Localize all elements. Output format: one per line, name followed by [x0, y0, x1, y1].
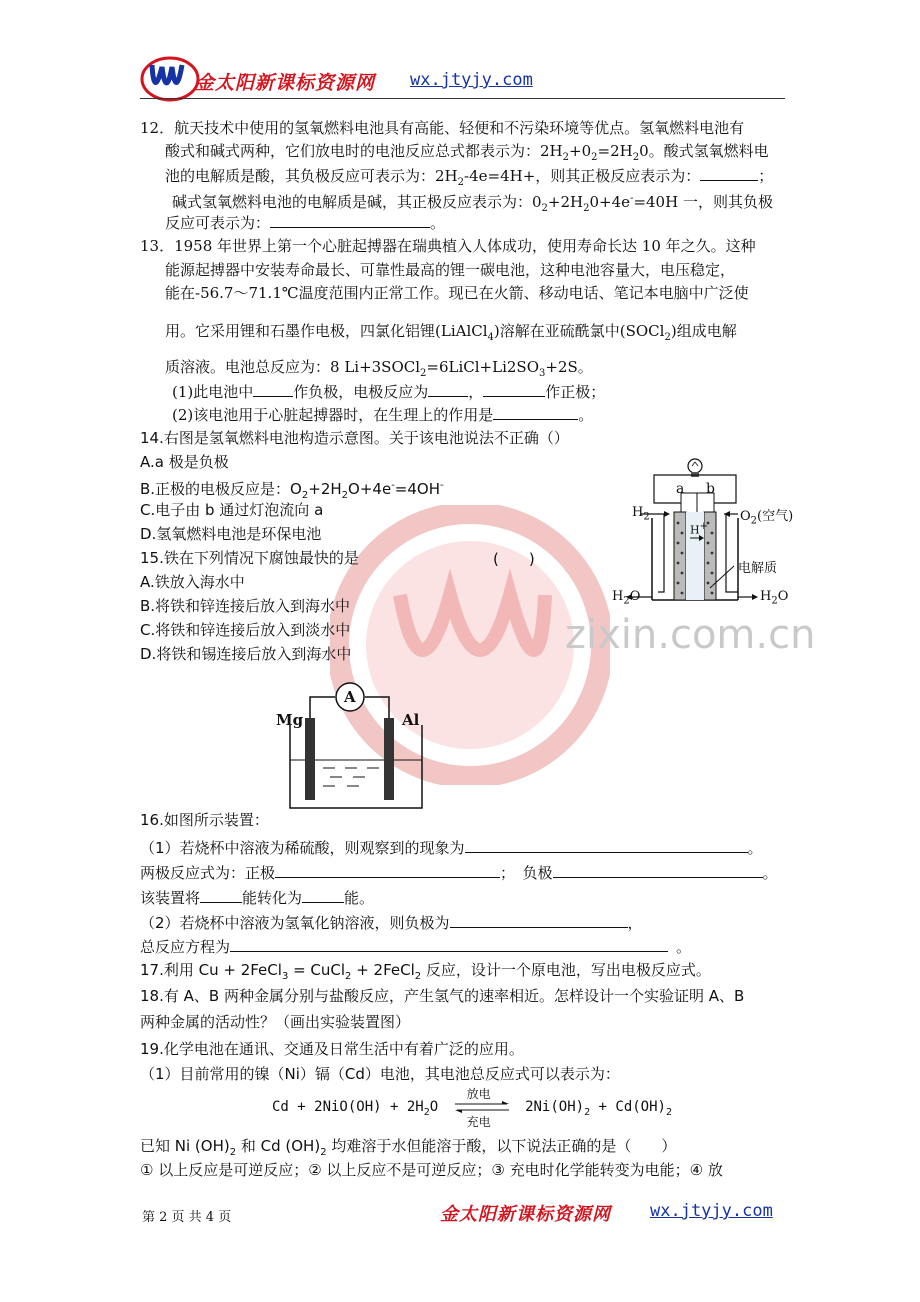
answer-blank[interactable]	[428, 381, 468, 397]
q19-known: 已知 Ni $(OH)_2$ 和 Cd $(OH)_2$ 均难溶于水但能溶于酸，以下说法正确的是（ ）	[140, 1137, 677, 1158]
answer-blank[interactable]	[275, 862, 500, 878]
q12-line-2: 酸式和碱式两种，它们放电时的电池反应总式都表示为：$2H_2+0_2=2H_20$。酸式氢氧燃料电	[165, 142, 769, 163]
h2o-left-label: $H_2O$	[612, 589, 641, 607]
q17-stem: 17.利用 Cu + 2FeCl$_3$ = CuCl$_2$ + 2FeCl$_2$ 反应，设计一个原电池，写出电极反应式。	[140, 961, 711, 982]
q13-line-5: 质溶液。电池总反应为：8 $Li+3SOCl_2=6LiCl+Li2SO_3+2S$。	[165, 358, 593, 379]
answer-blank[interactable]	[270, 212, 430, 228]
footer-url[interactable]: wx.jtyjy.com	[650, 1201, 773, 1221]
discharge-label: 放电	[466, 1087, 491, 1101]
q13-line-4: 用。它采用锂和石墨作电极，四氯化铝锂(LiAlCl$_4$)溶解在亚硫酰氯中(SOCl$_2$)组成电解	[165, 322, 737, 343]
q16-total: 总反应方程为 。	[140, 938, 692, 956]
electrode-a-label: a	[676, 481, 685, 497]
watermark-text: zixin.com.cn	[565, 612, 816, 658]
q12-line-4: 碱式氢氧燃料电池的电解质是碱，其正极反应表示为：$0_2+2H_20+4e^-=40H$ 一，则其负极	[172, 193, 773, 214]
footer-brand: 金太阳新课标资源网	[440, 1204, 611, 1225]
q14-option-b: B.正极的电极反应是：$O_2+2H_2O+4e^-=4OH^-$	[140, 480, 444, 501]
q14-option-c: C.电子由 b 通过灯泡流向 a	[140, 501, 324, 519]
answer-blank[interactable]	[230, 936, 668, 952]
h2o-right-label: $H_2O$	[760, 589, 789, 607]
q13-line-7: (2)该电池用于心脏起搏器时，在生理上的作用是 。	[172, 406, 594, 424]
q15-answer-paren[interactable]: ( )	[493, 550, 535, 568]
q16-electrodes: 两极反应式为：正极 ； 负极 。	[140, 864, 778, 882]
bulb-icon	[688, 459, 702, 473]
q16-stem: 16.如图所示装置：	[140, 811, 269, 829]
answer-blank[interactable]	[700, 165, 758, 181]
answer-blank[interactable]	[483, 381, 545, 397]
ammeter-label: A	[344, 688, 356, 706]
q15-option-d: D.将铁和锡连接后放入到海水中	[140, 645, 352, 663]
q16-energy: 该装置将 能转化为 能。	[140, 889, 375, 907]
answer-blank[interactable]	[200, 887, 242, 903]
answer-blank[interactable]	[465, 837, 748, 853]
q15-option-a: A.铁放入海水中	[140, 573, 245, 591]
q14-option-d: D.氢氧燃料电池是环保电池	[140, 525, 322, 543]
o2-inlet-label: $O_2$(空气)	[740, 509, 794, 527]
header-divider	[140, 98, 785, 99]
q19-part1: （1）目前常用的镍（Ni）镉（Cd）电池，其电池总反应式可以表示为：	[140, 1065, 620, 1083]
q13-line-2: 能源起搏器中安装寿命最长、可靠性最高的锂一碳电池，这种电池容量大，电压稳定，	[165, 261, 736, 279]
q18-line-2: 两种金属的活动性？（画出实验装置图）	[140, 1013, 411, 1031]
q16-part2: （2）若烧杯中溶液为氢氧化钠溶液，则负极为 ，	[140, 914, 643, 932]
nicd-equation: $Cd + 2NiO(OH) + 2H_2O$ 放电 充电 $2Ni(OH)_2 + Cd(OH)_2$	[272, 1087, 672, 1129]
q14-option-a: A.a 极是负极	[140, 453, 229, 471]
electrode-b-label: b	[706, 481, 715, 497]
brand-logo	[140, 55, 200, 103]
q16-part1: （1）若烧杯中溶液为稀硫酸，则观察到的现象为 。	[140, 839, 763, 857]
q15-stem: 15.铁在下列情况下腐蚀最快的是	[140, 549, 359, 567]
mg-al-cell-diagram	[285, 680, 430, 812]
q19-stem: 19.化学电池在通讯、交通及日常生活中有着广泛的应用。	[140, 1040, 524, 1058]
answer-blank[interactable]	[493, 404, 578, 420]
answer-blank[interactable]	[450, 912, 628, 928]
al-electrode-label: Al	[402, 711, 420, 729]
answer-blank[interactable]	[302, 887, 344, 903]
page-number: 第 2 页 共 4 页	[142, 1210, 232, 1225]
header-url[interactable]: wx.jtyjy.com	[410, 70, 533, 90]
answer-blank[interactable]	[553, 862, 763, 878]
q18-line-1: 18.有 A、B 两种金属分别与盐酸反应，产生氢气的速率相近。怎样设计一个实验证明 A、B	[140, 987, 745, 1005]
hplus-label: H+	[690, 521, 708, 537]
fuel-cell-diagram	[612, 448, 812, 608]
q15-option-b: B.将铁和锌连接后放入到海水中	[140, 597, 351, 615]
reversible-arrow-icon	[453, 1101, 511, 1113]
h2-inlet-label: $H_2$	[632, 505, 650, 523]
answer-blank[interactable]	[253, 381, 293, 397]
electrolyte-label: 电解质	[738, 561, 778, 576]
q13-line-6: (1)此电池中 作负极，电极反应为 ， 作正极；	[172, 383, 606, 401]
header-brand: 金太阳新课标资源网	[195, 72, 376, 94]
q13-line-3: 能在-56.7～71.1℃温度范围内正常工作。现已在火箭、移动电话、笔记本电脑中广泛使	[165, 284, 749, 302]
q19-options: ① 以上反应是可逆反应；② 以上反应不是可逆反应；③ 充电时化学能转变为电能；④ 放	[140, 1161, 723, 1179]
q12-line-5: 反应可表示为： 。	[165, 214, 446, 232]
q14-stem: 14.右图是氢氧燃料电池构造示意图。关于该电池说法不正确（）	[140, 429, 569, 447]
q12-line-3: 池的电解质是酸，其负极反应可表示为：$2H_2-4e=4H+$，则其正极反应表示为： ；	[165, 167, 774, 188]
q12-line-1: 12．航天技术中使用的氢氧燃料电池具有高能、轻便和不污染环境等优点。氢氧燃料电池有	[140, 119, 745, 137]
charge-label: 充电	[466, 1115, 491, 1129]
q15-option-c: C.将铁和锌连接后放入到淡水中	[140, 621, 351, 639]
mg-electrode-label: Mg	[276, 711, 304, 729]
q13-line-1: 13．1958 年世界上第一个心脏起搏器在瑞典植入人体成功，使用寿命长达 10 年之久。这种	[140, 237, 756, 255]
